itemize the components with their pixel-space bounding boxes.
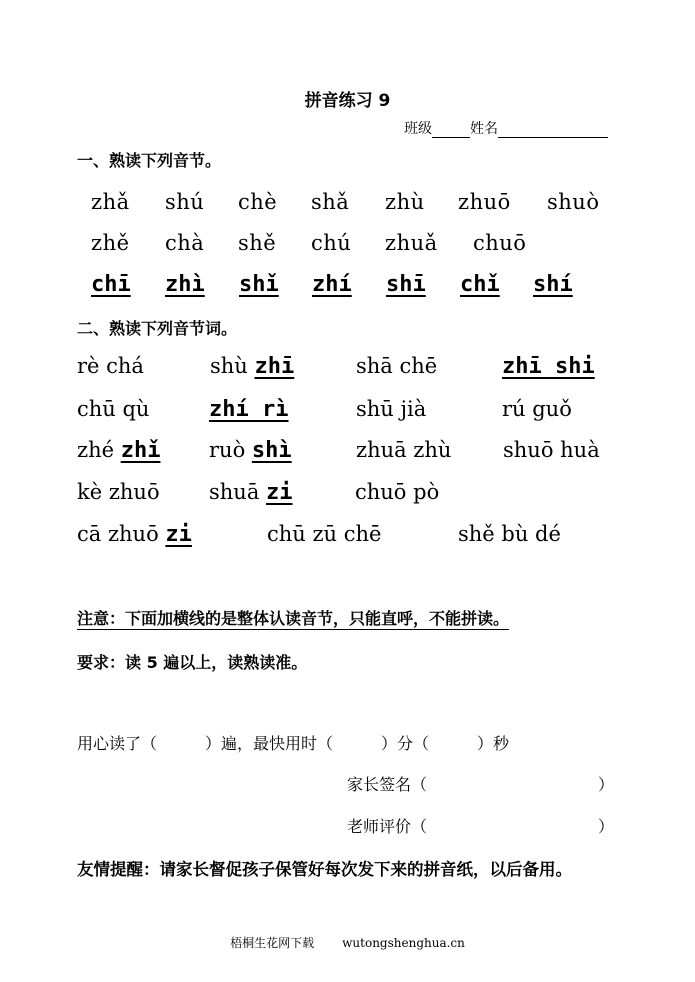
footer-site-url[interactable]: wutongshenghua.cn — [342, 936, 465, 950]
syllable: zhě — [91, 231, 130, 255]
footer-site-name: 梧桐生花网下载 — [230, 936, 315, 950]
whole-syllable: zhì — [165, 272, 205, 297]
class-name-fields — [404, 118, 608, 138]
word: rè chá — [77, 354, 144, 378]
syllable: zhù — [385, 190, 425, 214]
close-paren: ） — [598, 817, 615, 836]
whole-syllable: shí — [533, 272, 573, 297]
notice-text: 注意：下面加横线的是整体认读音节，只能直呼，不能拼读。 — [77, 609, 510, 628]
syllable: shuò — [547, 190, 600, 214]
syllable: zhuō — [458, 190, 511, 214]
word: cā zhuō zi — [77, 522, 192, 547]
word: zhé zhǐ — [77, 438, 161, 463]
syllable: zhuǎ — [385, 231, 438, 255]
name-blank — [498, 123, 608, 138]
whole-syllable: shǐ — [239, 272, 279, 297]
parent-sign-label: 家长签名（ — [347, 775, 428, 794]
syllable: shǎ — [311, 190, 350, 214]
whole-syllable: zhí — [312, 272, 352, 297]
word: rú guǒ — [502, 397, 572, 421]
word: chū qù — [77, 397, 150, 421]
section2-heading: 二、熟读下列音节词。 — [77, 319, 238, 338]
syllable: zhǎ — [91, 190, 130, 214]
syllable: shú — [165, 190, 205, 214]
word: zhuā zhù — [356, 438, 452, 462]
syllable: chà — [165, 231, 205, 255]
read-times-line: 用心读了（ ）遍，最快用时（ ）分（ ）秒 — [77, 734, 510, 753]
name-label: 姓名 — [470, 121, 498, 137]
word: zhī shi — [502, 354, 595, 379]
class-label: 班级 — [404, 121, 432, 137]
reminder-text: 友情提醒：请家长督促孩子保管好每次发下来的拼音纸，以后备用。 — [77, 860, 572, 879]
word: shuā zi — [209, 480, 293, 505]
word: shuō huà — [503, 438, 600, 462]
syllable: shě — [238, 231, 277, 255]
word: shā chē — [356, 354, 438, 378]
word: ruò shì — [209, 438, 292, 463]
word: chuō pò — [355, 480, 440, 504]
word: shù zhī — [210, 354, 295, 379]
word: kè zhuō — [77, 480, 160, 504]
word: shě bù dé — [458, 522, 561, 546]
syllable: chú — [311, 231, 352, 255]
syllable: chè — [238, 190, 278, 214]
teacher-eval-label: 老师评价（ — [347, 817, 428, 836]
whole-syllable: shī — [386, 272, 426, 297]
word: zhí rì — [209, 397, 289, 422]
syllable: chuō — [473, 231, 527, 255]
close-paren: ） — [598, 775, 615, 794]
word: chū zū chē — [267, 522, 382, 546]
requirement-text: 要求：读 5 遍以上，读熟读准。 — [77, 653, 308, 672]
class-blank — [432, 123, 470, 138]
footer — [0, 934, 695, 951]
word: shū jià — [356, 397, 427, 421]
page-title: 拼音练习 9 — [304, 91, 391, 111]
section1-heading: 一、熟读下列音节。 — [77, 151, 222, 170]
whole-syllable: chī — [91, 272, 131, 297]
whole-syllable: chǐ — [460, 272, 500, 297]
